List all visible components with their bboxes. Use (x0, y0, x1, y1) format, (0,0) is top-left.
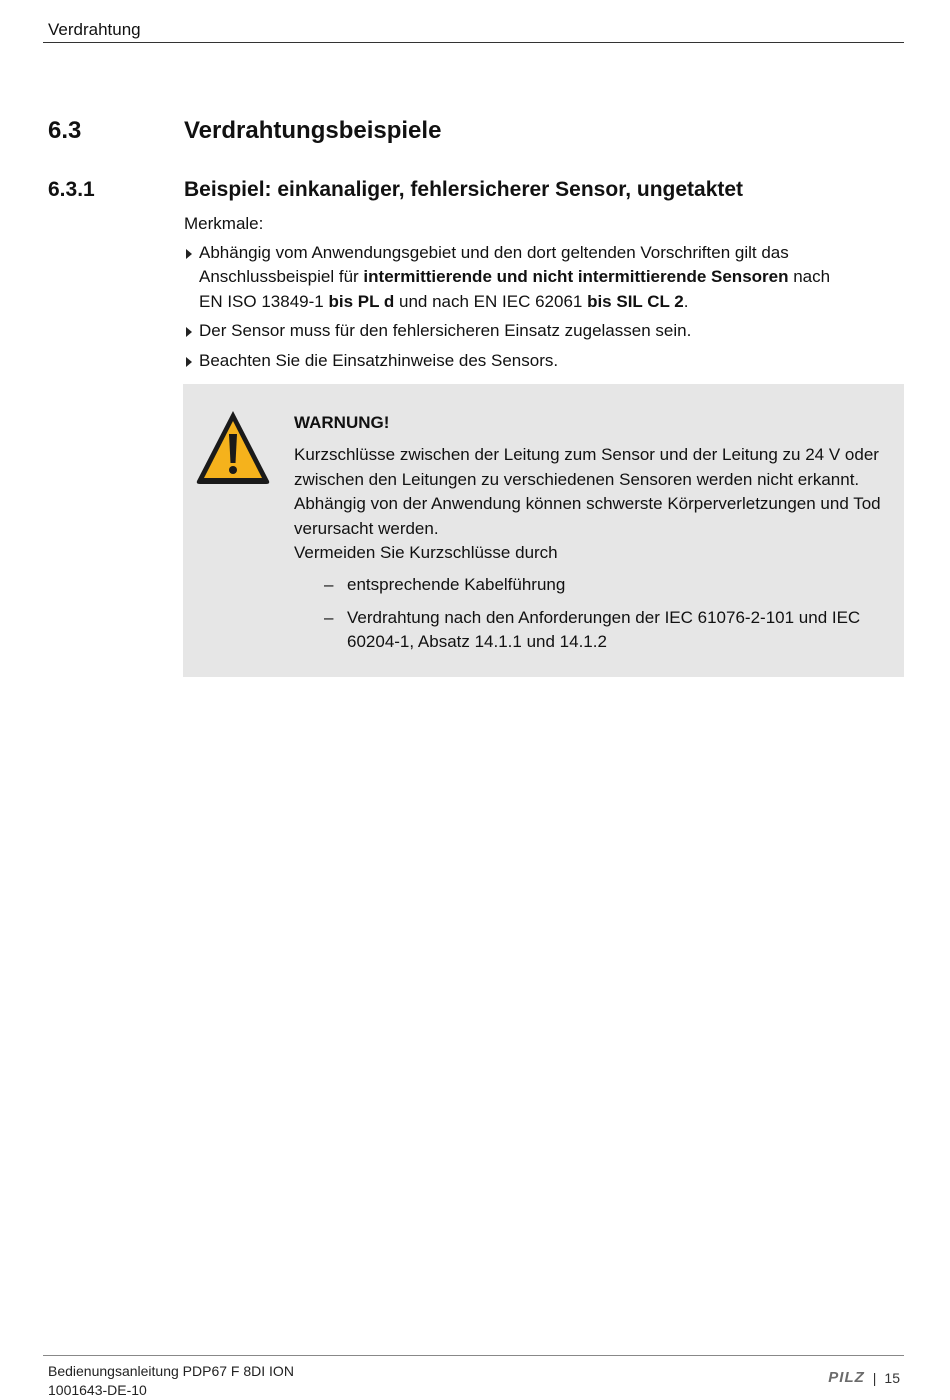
header-rule (43, 42, 904, 43)
pilz-logo: PILZ (828, 1369, 865, 1386)
bullet-arrow-icon (186, 327, 192, 337)
footer-separator: | (872, 1369, 877, 1386)
warning-title: WARNUNG! (294, 413, 390, 432)
footer-document-info (48, 1362, 294, 1400)
footer-doc-number: 1001643-DE-10 (48, 1382, 147, 1398)
feature-item: Beachten Sie die Einsatzhinweise des Sensors. (184, 349, 856, 374)
dash-bullet: – (324, 575, 334, 595)
warning-measure-item: – Verdrahtung nach den Anforderungen der IEC 61076-2-101 und IEC 60204-1, Absatz 14.1.1 und 14.1.2 (324, 607, 861, 652)
warning-box (183, 384, 904, 677)
warning-content (294, 411, 890, 655)
features-section (184, 212, 856, 378)
feature-item: Der Sensor muss für den fehlersicheren Einsatz zugelassen sein. (184, 319, 856, 344)
bullet-arrow-icon (186, 357, 192, 367)
warning-avoid-text: Vermeiden Sie Kurzschlüsse durch (294, 543, 558, 563)
warning-measure-item: – entsprechende Kabelführung (294, 573, 890, 597)
section-title: Verdrahtungsbeispiele (184, 117, 442, 144)
feature-item: Abhängig vom Anwendungsgebiet und den dort geltenden Vorschriften gilt das Anschlussbeispiel für intermittierende und nicht intermittierende Sensoren nach EN ISO 13849-1 bis PL d und nach EN IEC 62061 bis SIL CL 2. (184, 241, 856, 315)
subsection-title: Beispiel: einkanaliger, fehlersicherer Sensor, ungetaktet (184, 178, 744, 201)
features-intro: Merkmale: (184, 214, 264, 233)
warning-triangle-icon (195, 408, 271, 486)
subsection-number: 6.3.1 (48, 178, 95, 201)
section-number: 6.3 (48, 117, 82, 144)
footer-page-info (828, 1369, 900, 1386)
dash-bullet: – (324, 607, 334, 627)
footer-manual-title: Bedienungsanleitung PDP67 F 8DI ION (48, 1363, 294, 1379)
footer-rule (43, 1355, 904, 1356)
page-number: 15 (884, 1369, 900, 1386)
warning-body: Kurzschlüsse zwischen der Leitung zum Sensor und der Leitung zu 24 V oder zwischen den Leitungen zu verschiedenen Sensoren werden nicht erkannt. Abhängig von der Anwendung können schwerste Körperverletzungen und Tod verursacht werden. (294, 445, 881, 538)
bullet-arrow-icon (186, 249, 192, 259)
running-header: Verdrahtung (48, 20, 141, 39)
